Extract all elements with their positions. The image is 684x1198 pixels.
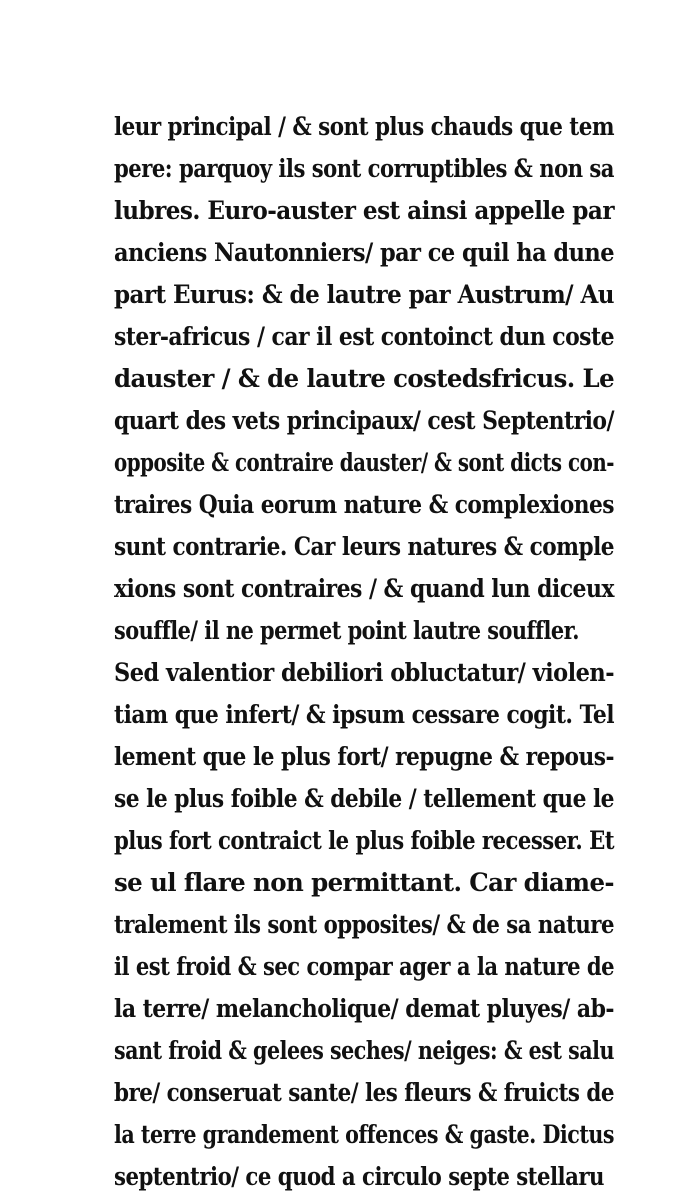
text-line: souffle/ il ne permet point lautre souffler.: [114, 616, 579, 645]
text-line: opposite & contraire dauster/ & sont dicts con-: [114, 448, 614, 477]
text-line: tralement ils sont opposites/ & de sa nature: [114, 910, 614, 939]
text-line: pere: parquoy ils sont corruptibles & non sa: [114, 154, 614, 183]
text-line: tiam que infert/ & ipsum cessare cogit. Tel: [114, 700, 614, 729]
text-line: la terre/ melancholique/ demat pluyes/ ab-: [114, 994, 614, 1023]
text-line: ster-africus / car il est contoinct dun coste: [114, 322, 614, 351]
text-line: plus fort contraict le plus foible recesser. Et: [114, 826, 614, 855]
text-line: part Eurus: & de lautre par Austrum/ Au: [114, 280, 614, 309]
text-line: anciens Nautonniers/ par ce quil ha dune: [114, 238, 614, 267]
text-block: [114, 106, 634, 1198]
text-line: sunt contrarie. Car leurs natures & comple: [114, 532, 614, 561]
text-line: xions sont contraires / & quand lun diceux: [114, 574, 614, 603]
text-line: Sed valentior debiliori obluctatur/ violen-: [114, 658, 614, 687]
text-line: se le plus foible & debile / tellement que le: [114, 784, 614, 813]
text-line: il est froid & sec compar ager a la nature de: [114, 952, 614, 981]
text-line: sant froid & gelees seches/ neiges: & est salu: [114, 1036, 614, 1065]
text-line: quart des vets principaux/ cest Septentrio/: [114, 406, 614, 435]
text-line: lubres. Euro-auster est ainsi appelle par: [114, 196, 614, 225]
text-line: bre/ conseruat sante/ les fleurs & fruicts de: [114, 1078, 614, 1107]
text-line: la terre grandement offences & gaste. Dictus: [114, 1120, 614, 1149]
text-line: traires Quia eorum nature & complexiones: [114, 490, 614, 519]
text-line: septentrio/ ce quod a circulo septe stellaru: [114, 1162, 604, 1191]
text-line: lement que le plus fort/ repugne & repous-: [114, 742, 614, 771]
text-line: se ul flare non permittant. Car diame-: [114, 868, 614, 897]
text-line: leur principal / & sont plus chauds que tem: [114, 112, 614, 141]
text-line: dauster / & de lautre costedsfricus. Le: [114, 364, 614, 393]
